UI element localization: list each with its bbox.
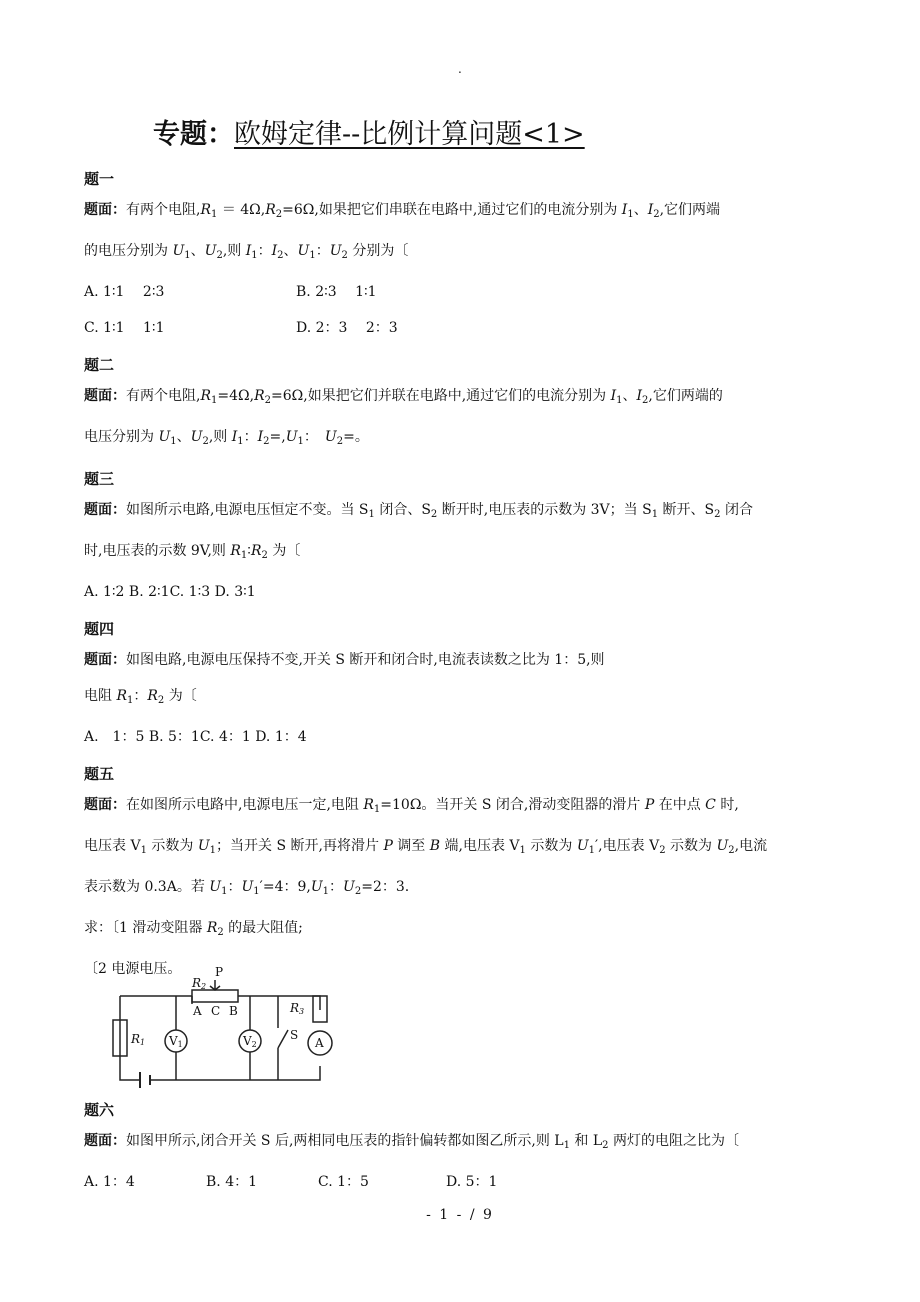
sub: 2 [336,436,344,447]
var: U [172,243,185,259]
q6-option-d: D. 5：1 [446,1174,498,1190]
circuit-label-s: S [290,1028,299,1042]
sub: 2 [659,845,666,856]
q4-text: ： [133,688,148,704]
q5-text: 电压表 V [84,838,141,854]
q1-stem-line2 [84,233,844,274]
var: R [250,543,262,559]
var: U [209,879,222,895]
q1-heading: 题一 [84,170,115,188]
q2-text: =, [269,429,286,445]
circuit-label-r2: R2 [192,976,207,991]
q5-stem-line3 [84,869,844,910]
q4-stem-line1 [84,642,844,678]
q3-text: 如图所示电路,电源电压恒定不变。当 S [126,502,369,518]
circuit-label-p: P [215,965,224,979]
sub: 1 [221,886,228,897]
var: I [257,429,264,445]
q3-text: 闭合、S [374,502,431,518]
sub: 1 [237,436,244,447]
var: R [200,202,211,218]
q1-text: ＝ 4Ω, [217,202,266,218]
q5-text: ；当开关 S 断开,再将滑片 [216,838,384,854]
var: U [329,243,342,259]
sub: 1 [184,250,191,261]
var: U [576,838,589,854]
q5-text: 时, [715,797,739,813]
sub: 1 [211,209,218,220]
q1-text: =6Ω,如果把它们串联在电路中,通过它们的电流分别为 [282,202,622,218]
q4-stem-line2 [84,678,844,719]
q5-text: =10Ω。当开关 S 闭合,滑动变阻器的滑片 [380,797,645,813]
sub: 1 [373,804,381,815]
document-body [84,160,844,987]
sub: 1 [253,886,260,897]
q6-heading: 题六 [84,1101,115,1119]
q4-label: 题面： [84,652,126,668]
sub: 1 [627,209,634,220]
q1-text: 分别为〔 [347,243,409,259]
q2-text: 有两个电阻, [126,388,201,404]
rheostat-r2 [192,990,238,1002]
q1-text: 有两个电阻, [126,202,201,218]
q5-text: =2：3. [361,879,410,895]
q5-label: 题面： [84,797,126,813]
q5-circuit-diagram [100,962,340,1092]
q6-option-a: A. 1：4 [84,1174,135,1190]
q1-options-row2 [84,310,844,346]
sub: 2 [642,395,649,406]
q4-heading: 题四 [84,620,115,638]
var: I [610,388,617,404]
var: R [147,688,158,704]
q5-text: ： [227,879,242,895]
sub: 1 [563,1140,570,1151]
sub: 1 [651,509,659,520]
var: I [621,202,628,218]
title-main: 欧姆定律--比例计算问题<1> [234,119,585,150]
page-title [153,112,585,151]
title-prefix: 专题： [153,119,234,150]
q3-stem-line2 [84,533,844,574]
q3-text: ∶ [247,543,251,559]
sub: 2 [354,886,362,897]
sub: 2 [157,695,165,706]
q2-text: 、 [622,388,637,404]
q5-text: ,电流 [734,838,768,854]
var: U [310,879,323,895]
sub: 1 [616,395,623,406]
sub: 1 [211,395,218,406]
q2-stem-line1 [84,378,844,419]
var: U [190,429,203,445]
q5-text: 示数为 [146,838,198,854]
q5-text: 在如图所示电路中,电源电压一定,电阻 [126,797,364,813]
sub: 1 [322,886,330,897]
battery-icon [140,1072,150,1088]
var: U [324,429,337,445]
q5-ask2: 〔2 电源电压。 [84,961,182,977]
q6-text: 两灯的电阻之比为〔 [608,1133,739,1149]
q3-text: 断开、S [658,502,715,518]
var: P [644,797,655,813]
sub: 1 [240,550,248,561]
var: B [429,838,441,854]
sub: 1 [368,509,375,520]
var: R [116,688,127,704]
var: U [297,243,310,259]
q2-text: ： [243,429,258,445]
sub: 1 [209,845,217,856]
slider-p [210,980,220,990]
q4-text: 电阻 [84,688,117,704]
q1-text: 、 [283,243,298,259]
q5-text: 示数为 [665,838,717,854]
q2-text: ： [303,429,325,445]
q5-text: 表示数为 0.3A。若 [84,879,210,895]
q2-heading: 题二 [84,356,115,374]
sub: 2 [261,550,268,561]
q1-option-a: A. 1∶1 2∶3 [84,284,165,300]
q1-option-c: C. 1∶1 1∶1 [84,320,165,336]
page-number: - 1 - / 9 [426,1207,494,1223]
q5-text: ′,电压表 V [595,838,660,854]
q1-text: 、 [633,202,648,218]
q1-text: ： [257,243,272,259]
var: C [705,797,716,813]
q6-options [84,1164,844,1200]
var: U [285,429,298,445]
q1-option-d: D. 2：3 2：3 [296,320,398,336]
var: R [254,388,265,404]
q2-text: ,则 [208,429,232,445]
q5-text: 求：〔1 滑动变阻器 [84,920,207,936]
q5-ask1 [84,910,844,951]
circuit-label-v1: V1 [169,1034,183,1049]
q4-options: A. 1：5 B. 5：1C. 4：1 D. 1：4 [84,729,307,745]
sub: 2 [341,250,348,261]
q2-text: =。 [343,429,369,445]
q1-text: 的电压分别为 [84,243,173,259]
sub: 2 [653,209,660,220]
sub: 2 [263,436,270,447]
q2-text: 电压分别为 [84,429,159,445]
page-header-dot: . [458,62,462,76]
sub: 2 [728,845,735,856]
sub: 2 [216,250,223,261]
var: R [230,543,241,559]
q1-options-row1 [84,274,844,310]
q5-heading: 题五 [84,765,115,783]
q6-option-c: C. 1：5 [318,1174,369,1190]
sub: 2 [602,1140,609,1151]
q5-text: 示数为 [525,838,577,854]
var: R [363,797,374,813]
var: U [204,243,217,259]
circuit-label-c: C [211,1004,221,1018]
sub: 1 [588,845,595,856]
var: I [245,243,252,259]
q5-stem-line1 [84,787,844,828]
var: U [343,879,355,895]
sub: 2 [264,395,271,406]
sub: 1 [297,436,304,447]
q3-label: 题面： [84,502,126,518]
q1-stem-line1 [84,192,844,233]
sub: 2 [275,209,283,220]
switch-s [278,996,288,1080]
q3-text: 断开时,电压表的示数为 3V；当 S [437,502,652,518]
q2-text: ,它们两端的 [648,388,723,404]
q6-option-b: B. 4：1 [206,1174,258,1190]
circuit-label-ammeter: A [315,1036,324,1050]
q1-text: 、 [190,243,205,259]
q1-text: ,它们两端 [659,202,721,218]
circuit-label-a: A [193,1004,202,1018]
sub: 2 [217,927,224,938]
q3-text: 为〔 [267,543,301,559]
q2-text: =4Ω, [217,388,255,404]
q5-text: ： [329,879,344,895]
q5-text: 的最大阻值; [223,920,303,936]
var: I [647,202,654,218]
q1-text: ,则 [222,243,246,259]
sub: 1 [251,250,258,261]
q5-text: ′=4：9, [259,879,311,895]
var: U [158,429,171,445]
q5-text: 端,电压表 V [440,838,520,854]
q2-label: 题面： [84,388,126,404]
sub: 2 [202,436,209,447]
var: I [271,243,278,259]
q1-text: ： [315,243,330,259]
sub: 1 [519,845,526,856]
q3-text: 时,电压表的示数 9V,则 [84,543,231,559]
q4-text: 为〔 [164,688,197,704]
sub: 1 [140,845,147,856]
q3-heading: 题三 [84,470,115,488]
q6-stem [84,1123,844,1164]
var: R [265,202,276,218]
q3-options: A. 1∶2 B. 2∶1C. 1∶3 D. 3∶1 [84,584,256,600]
q5-stem-line2 [84,828,844,869]
circuit-label-r3: R3 [290,1001,305,1016]
q6-block [84,1097,844,1200]
var: R [200,388,211,404]
var: U [197,838,210,854]
q6-text: 和 L [569,1133,603,1149]
sub: 1 [127,695,134,706]
var: P [383,838,393,854]
var: U [241,879,254,895]
q5-text: 调至 [392,838,430,854]
q3-text: 闭合 [720,502,753,518]
q1-option-b: B. 2∶3 1∶1 [296,284,377,300]
var: R [206,920,218,936]
q3-stem-line1 [84,492,844,533]
q6-text: 如图甲所示,闭合开关 S 后,两相同电压表的指针偏转都如图乙所示,则 L [126,1133,564,1149]
q2-text: =6Ω,如果把它们并联在电路中,通过它们的电流分别为 [271,388,611,404]
q2-stem-line2 [84,419,844,460]
circuit-label-v2: V2 [243,1034,257,1049]
var: U [716,838,729,854]
sub: 2 [277,250,284,261]
var: I [636,388,643,404]
q2-text: 、 [176,429,191,445]
var: I [231,429,238,445]
q4-text: 如图电路,电源电压保持不变,开关 S 断开和闭合时,电流表读数之比为 1：5,则 [126,652,605,668]
sub: 2 [430,509,438,520]
circuit-label-b: B [229,1004,238,1018]
circuit-label-r1: R1 [131,1032,146,1047]
sub: 1 [170,436,177,447]
q1-label: 题面： [84,202,126,218]
q6-label: 题面： [84,1133,126,1149]
sub: 1 [309,250,316,261]
sub: 2 [714,509,721,520]
q5-text: 在中点 [654,797,706,813]
